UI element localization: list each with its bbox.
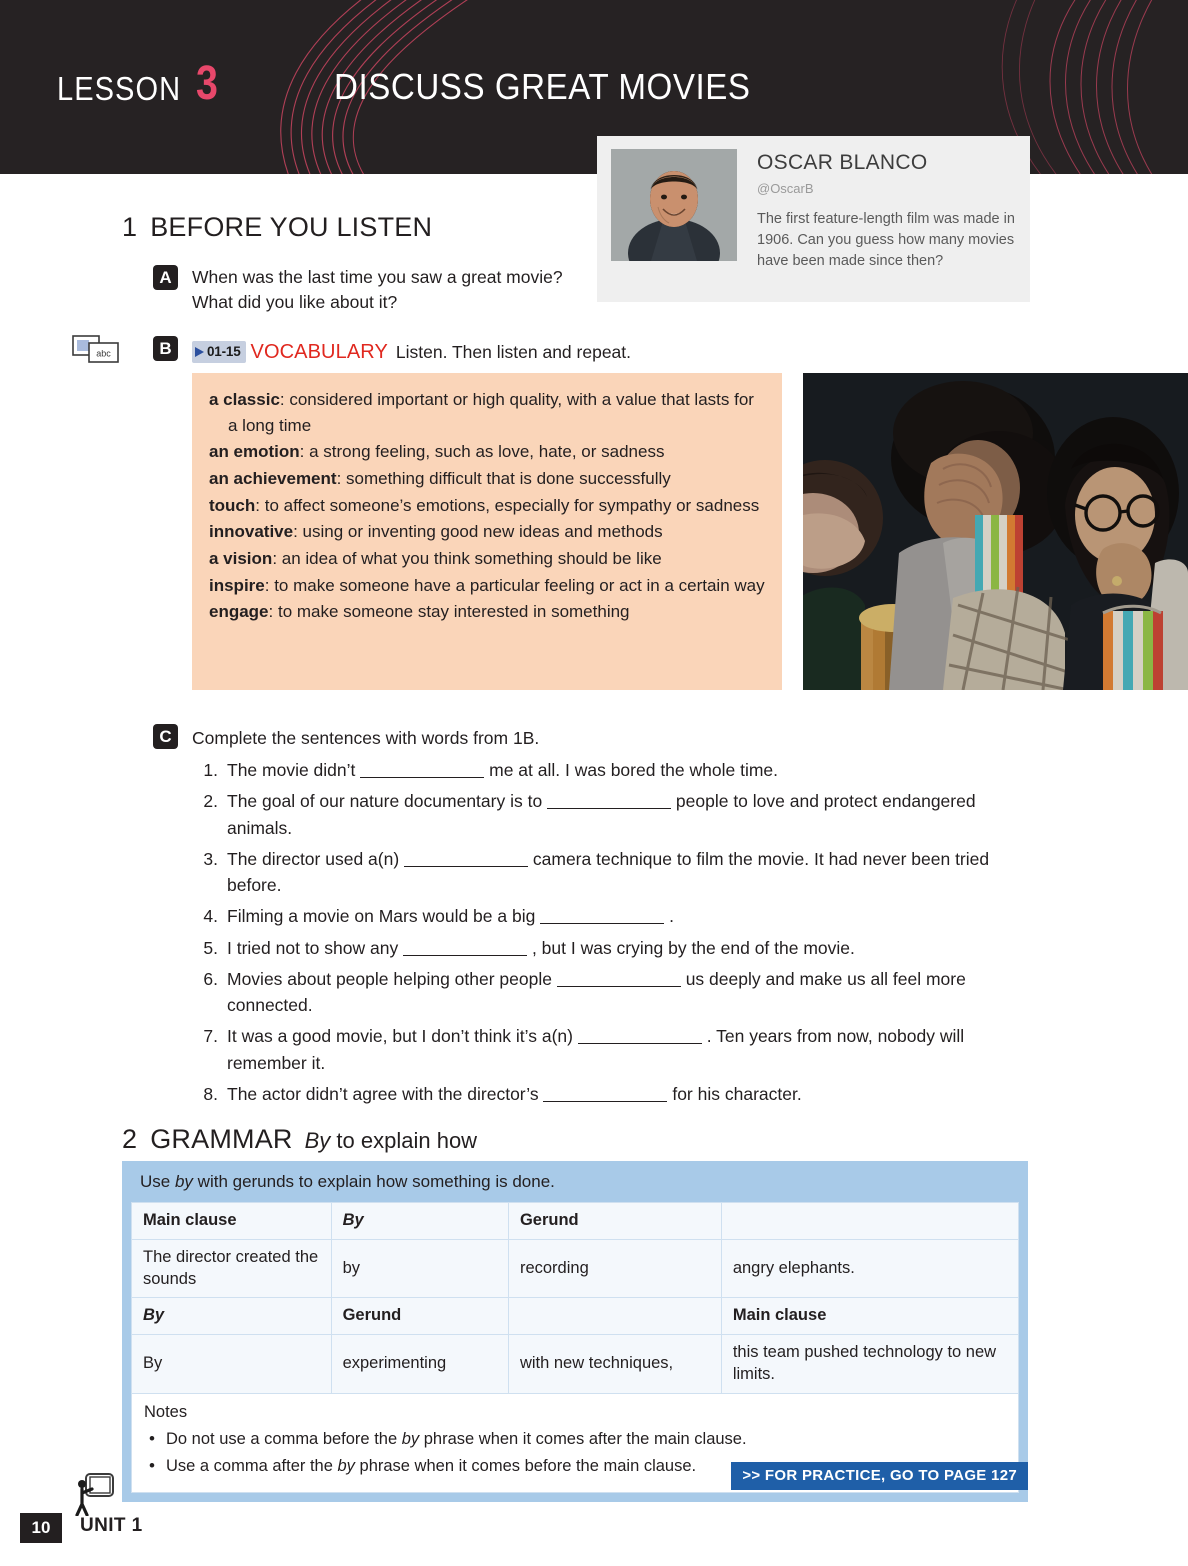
vocabulary-entry — [209, 466, 768, 492]
page-title: DISCUSS GREAT MOVIES — [334, 66, 751, 107]
exercise-a-text: When was the last time you saw a great movie? What did you like about it? — [192, 267, 563, 312]
answer-blank[interactable] — [403, 955, 527, 956]
sentence-before-blank: It was a good movie, but I don’t think it’s a(n) — [227, 1026, 578, 1047]
vocabulary-definition: : to affect someone’s emotions, especially for sympathy or sadness — [255, 495, 760, 515]
fill-in-the-blank-list — [192, 757, 1032, 1112]
sentence-before-blank: The director used a(n) — [227, 848, 405, 869]
audio-track-chip[interactable] — [192, 341, 246, 362]
exercise-badge-b: B — [153, 336, 178, 361]
answer-blank[interactable] — [360, 777, 484, 778]
section-1-heading — [122, 212, 432, 243]
sentence-before-blank: I tried not to show any — [227, 937, 404, 958]
section-2-number: 2 — [122, 1124, 138, 1154]
section-1-title: BEFORE YOU LISTEN — [150, 212, 433, 242]
table-cell: with new techniques, — [508, 1335, 721, 1394]
vocabulary-term: an achievement — [209, 468, 337, 488]
social-user-name: OSCAR BLANCO — [757, 151, 928, 174]
table-cell: The director created the sounds — [132, 1239, 332, 1298]
table-header-text: By — [143, 1306, 165, 1325]
play-icon — [195, 347, 204, 357]
list-item — [192, 846, 1032, 899]
page-number: 10 — [20, 1513, 62, 1543]
audio-track-code: 01-15 — [207, 344, 241, 360]
list-item — [192, 935, 1032, 961]
avatar-portrait-image — [611, 149, 737, 261]
vocabulary-definition: : to make someone stay interested in something — [268, 602, 630, 622]
sentence-after-blank: us deeply and make us all feel more connected. — [227, 968, 966, 1015]
item-number: 2. — [203, 791, 218, 812]
table-header-cell: Main clause — [132, 1203, 332, 1240]
exercise-badge-a: A — [153, 265, 178, 290]
sentence-before-blank: The goal of our nature documentary is to — [227, 791, 548, 812]
vocabulary-term: engage — [209, 602, 269, 622]
sentence-after-blank: , but I was crying by the end of the movie. — [527, 937, 855, 958]
item-number: 5. — [203, 937, 218, 958]
sentence-after-blank: . — [664, 906, 674, 927]
sentence-before-blank: The actor didn’t agree with the director’s — [227, 1083, 544, 1104]
table-cell: By — [132, 1335, 332, 1394]
table-header-cell — [721, 1203, 1018, 1240]
list-item — [192, 903, 1032, 929]
practice-link-banner[interactable]: >> FOR PRACTICE, GO TO PAGE 127 — [731, 1462, 1028, 1490]
sentence-before-blank: The movie didn’t — [227, 760, 361, 780]
item-number: 8. — [203, 1083, 218, 1104]
note-text-italic: by — [401, 1429, 420, 1448]
vocabulary-term: an emotion — [209, 442, 300, 462]
vocabulary-term: a classic — [209, 390, 280, 409]
vocabulary-entry — [209, 546, 768, 572]
item-number: 6. — [203, 968, 218, 989]
notes-title: Notes — [144, 1402, 188, 1421]
answer-blank[interactable] — [547, 808, 671, 809]
section-2-heading — [122, 1124, 477, 1155]
table-header-cell: Main clause — [721, 1298, 1018, 1335]
vocabulary-definition: : something difficult that is done successfully — [336, 468, 671, 488]
vocabulary-box — [192, 373, 782, 690]
sentence-before-blank: Movies about people helping other people — [227, 968, 557, 989]
svg-text:abc: abc — [96, 348, 111, 359]
sentence-after-blank: people to love and protect endangered animals. — [227, 791, 976, 838]
vocabulary-definition: : an idea of what you think something should be like — [272, 548, 662, 568]
vocabulary-term: inspire — [209, 575, 265, 595]
table-header-cell — [132, 1298, 332, 1335]
avatar — [611, 149, 737, 261]
social-user-handle: @OscarB — [757, 181, 814, 197]
vocabulary-entry — [209, 387, 768, 438]
item-number: 1. — [203, 760, 218, 780]
grammar-intro-italic: by — [174, 1172, 193, 1191]
section-2-title: GRAMMAR — [150, 1124, 293, 1154]
vocabulary-term: a vision — [209, 548, 273, 568]
vocabulary-term: touch — [209, 495, 256, 515]
table-cell: by — [331, 1239, 508, 1298]
vocabulary-entry — [209, 599, 768, 625]
vocabulary-term: innovative — [209, 522, 294, 542]
sentence-after-blank: me at all. I was bored the whole time. — [484, 760, 779, 780]
section-2-subtitle-italic: By — [304, 1128, 331, 1153]
exercise-b-line — [192, 338, 752, 366]
item-number: 7. — [203, 1026, 218, 1047]
table-header-cell — [331, 1203, 508, 1240]
answer-blank[interactable] — [404, 866, 528, 867]
table-row — [132, 1239, 1019, 1298]
note-text-a: Do not use a comma before the — [166, 1429, 402, 1448]
item-number: 3. — [203, 848, 218, 869]
lesson-label: LESSON — [57, 70, 182, 107]
table-header-text: By — [342, 1211, 364, 1229]
list-item — [192, 1023, 1032, 1076]
social-post-card — [597, 136, 1030, 302]
section-2-subtitle-rest: to explain how — [330, 1128, 478, 1153]
table-cell: angry elephants. — [721, 1239, 1018, 1298]
vocabulary-definition: : considered important or high quality, with a value that lasts for a long time — [228, 390, 754, 435]
table-header-cell — [508, 1298, 721, 1335]
lesson-number: 3 — [196, 57, 218, 110]
table-header-cell: Gerund — [508, 1203, 721, 1240]
vocabulary-entry — [209, 493, 768, 519]
table-row — [132, 1335, 1019, 1394]
grammar-intro-before: Use — [140, 1172, 175, 1191]
sentence-after-blank: . Ten years from now, nobody will remember it. — [227, 1026, 965, 1073]
flashcards-icon — [72, 334, 120, 364]
grammar-box — [122, 1161, 1028, 1502]
list-item — [192, 757, 1032, 783]
sentence-after-blank: for his character. — [667, 1083, 802, 1104]
vocabulary-definition: : a strong feeling, such as love, hate, or sadness — [299, 442, 665, 462]
vocabulary-definition: : to make someone have a particular feeling or act in a certain way — [264, 575, 765, 595]
exercise-c-text: Complete the sentences with words from 1B. — [192, 728, 540, 748]
table-row — [132, 1298, 1019, 1335]
social-post-text: The first feature-length film was made in 1906. Can you guess how many movies have been made since then? — [757, 211, 1015, 270]
table-header-cell: Gerund — [331, 1298, 508, 1335]
vocabulary-definition: : using or inventing good new ideas and methods — [293, 522, 663, 542]
unit-label: UNIT 1 — [80, 1515, 143, 1536]
exercise-badge-c: C — [153, 724, 178, 749]
presentation-icon — [72, 1472, 116, 1516]
list-item — [192, 1081, 1032, 1107]
vocabulary-tag: VOCABULARY — [250, 341, 388, 363]
answer-blank[interactable] — [543, 1101, 667, 1102]
list-item — [192, 966, 1032, 1019]
answer-blank[interactable] — [540, 923, 664, 924]
note-text-b: phrase when it comes before the main clause. — [354, 1456, 697, 1475]
note-text-b: phrase when it comes after the main clause. — [419, 1429, 747, 1448]
note-item — [144, 1428, 1006, 1452]
movie-theater-photo-image — [803, 373, 1188, 690]
table-cell: this team pushed technology to new limits. — [721, 1335, 1018, 1394]
table-row — [132, 1203, 1019, 1240]
vocabulary-entry — [209, 439, 768, 465]
list-item — [192, 788, 1032, 841]
vocabulary-entry — [209, 519, 768, 545]
note-text-italic: by — [337, 1456, 355, 1475]
exercise-b-instruction: Listen. Then listen and repeat. — [395, 342, 632, 362]
note-text-a: Use a comma after the — [166, 1456, 338, 1475]
grammar-intro-after: with gerunds to explain how something is done. — [192, 1172, 555, 1191]
movie-theater-photo — [803, 373, 1188, 690]
answer-blank[interactable] — [578, 1043, 702, 1044]
vocabulary-entry — [209, 573, 768, 599]
sentence-before-blank: Filming a movie on Mars would be a big — [227, 906, 541, 927]
grammar-table — [131, 1202, 1019, 1394]
table-cell: recording — [508, 1239, 721, 1298]
answer-blank[interactable] — [557, 986, 681, 987]
section-1-number: 1 — [122, 212, 138, 242]
item-number: 4. — [203, 906, 218, 927]
table-cell: experimenting — [331, 1335, 508, 1394]
sentence-after-blank: camera technique to film the movie. It had never been tried before. — [227, 848, 990, 895]
grammar-intro — [131, 1172, 1019, 1202]
